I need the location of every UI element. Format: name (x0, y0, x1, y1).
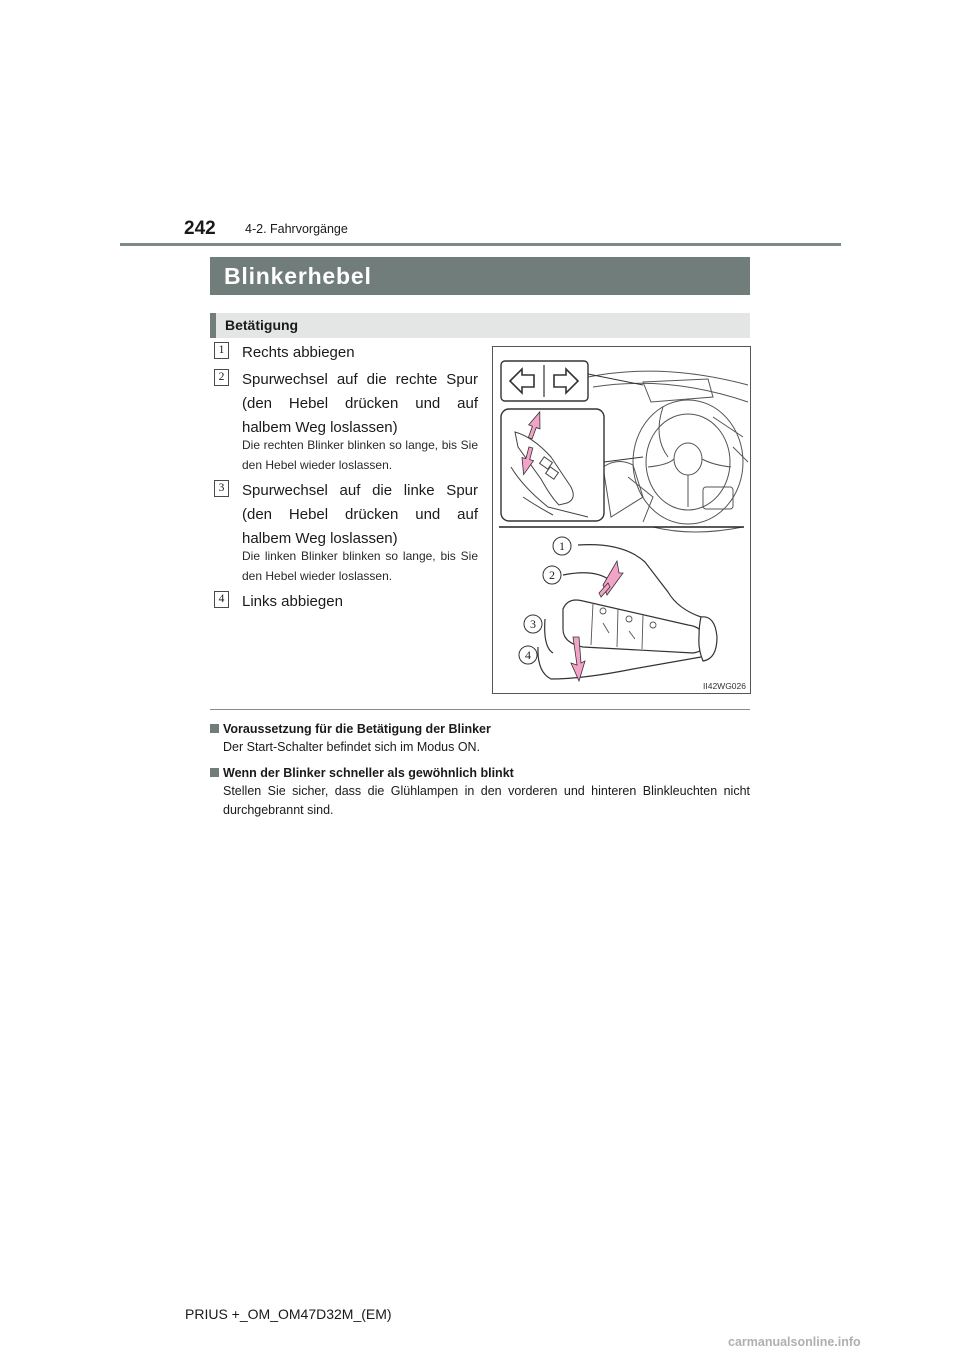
step-2-note: Die rechten Blinker blinken so lange, bis Sie den Hebel wieder loslassen. (242, 438, 478, 472)
info-heading (210, 720, 750, 738)
step-number: 1 (214, 342, 229, 359)
info-heading-text: Voraussetzung für die Betätigung der Blinker (223, 722, 491, 736)
info-block-2 (210, 764, 750, 820)
step-number: 4 (214, 591, 229, 608)
bullet-square-icon (210, 724, 219, 733)
step-text: Links abbiegen (242, 593, 343, 610)
illustration-label-3: 3 (530, 617, 536, 631)
step-number: 3 (214, 480, 229, 497)
illustration-label-1: 1 (559, 539, 565, 553)
title-bar (210, 257, 750, 295)
step-2 (214, 368, 478, 440)
info-body: Stellen Sie sicher, dass die Glühlampen in den vorderen und hinteren Blinkleuchten nicht durchgebrannt sind. (223, 784, 750, 817)
info-body: Der Start-Schalter befindet sich im Modus ON. (223, 740, 481, 754)
step-text: Spurwechsel auf die rechte Spur (den Hebel drücken und auf halbem Weg loslassen) (242, 371, 478, 436)
step-number: 2 (214, 369, 229, 386)
step-4 (214, 590, 478, 614)
bullet-square-icon (210, 768, 219, 777)
header-rule (120, 243, 841, 246)
section-divider (210, 709, 750, 710)
step-1 (214, 341, 478, 365)
page-number: 242 (184, 218, 216, 239)
illustration-label-2: 2 (549, 568, 555, 582)
subsection-title: Betätigung (225, 317, 299, 333)
page-title: Blinkerhebel (224, 263, 372, 289)
info-block-1 (210, 720, 750, 757)
footer-doc-id: PRIUS +_OM_OM47D32M_(EM) (185, 1306, 392, 1322)
step-3 (214, 479, 478, 551)
section-title: 4-2. Fahrvorgänge (245, 222, 348, 236)
watermark: carmanualsonline.info (728, 1335, 861, 1349)
info-heading (210, 764, 750, 782)
step-text: Spurwechsel auf die linke Spur (den Hebel drücken und auf halbem Weg loslassen) (242, 482, 478, 547)
step-3-note: Die linken Blinker blinken so lange, bis Sie den Hebel wieder loslassen. (242, 549, 478, 583)
illustration-code: II42WG026 (703, 681, 746, 691)
illustration-label-4: 4 (525, 648, 531, 662)
subsection-bar (210, 313, 750, 338)
info-heading-text: Wenn der Blinker schneller als gewöhnlich blinkt (223, 766, 514, 780)
step-text: Rechts abbiegen (242, 344, 355, 361)
turn-signal-illustration (492, 346, 751, 694)
